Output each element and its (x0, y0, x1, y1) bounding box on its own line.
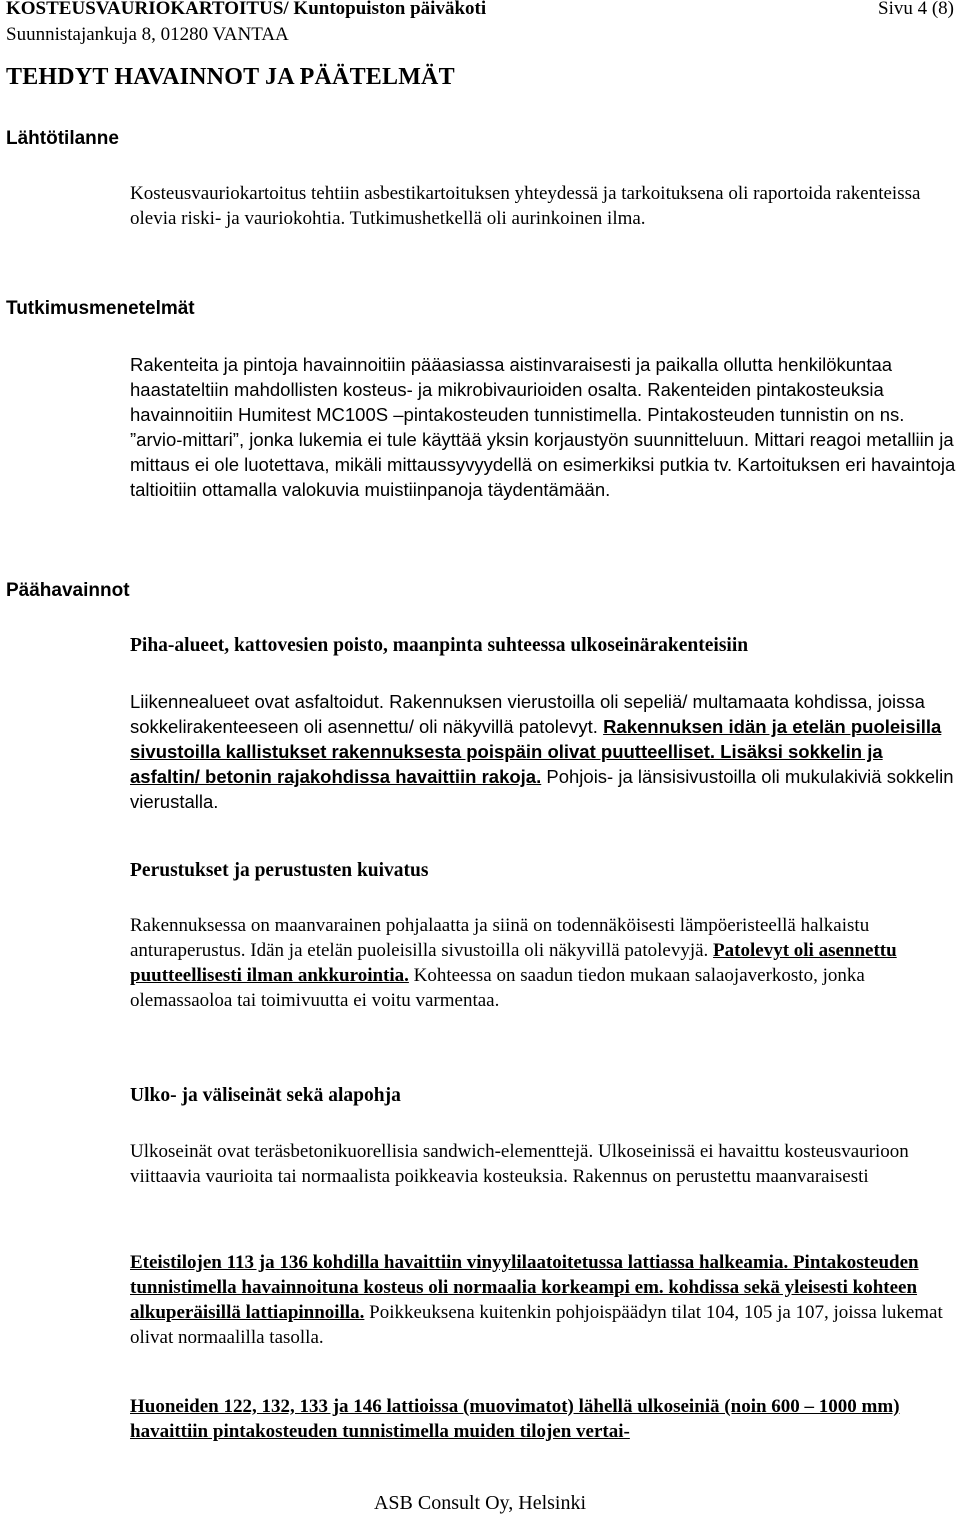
perustukset-text-1: Rakennuksessa on maanvarainen pohjalaatta ja siinä on todennäköisesti lämpöeristeellä halkaistu anturaperustus. Idän ja etelän puoleisilla sivustoilla oli näkyvillä patolevyjä. (130, 915, 870, 961)
section-heading-lahtotilanne: Lähtötilanne (6, 128, 119, 149)
ulkoseinat-underlined-finding-1: Eteistilojen 113 ja 136 kohdilla havaittiin vinyylilaatoitetussa lattiassa halkeamia. Pintakosteuden tunnistimella havainnoituna kosteus oli normaalia korkeampi em. kohdissa sekä yleisesti kohteen alkuperäisillä lattiapinnoilla. (130, 1252, 919, 1323)
piha-underlined-finding: Rakennuksen idän ja etelän puoleisilla sivustoilla kallistukset rakennuksesta poispäin olivat puutteelliset. Lisäksi sokkelin ja asfaltin/ betonin rajakohdissa havaittiin rakoja. (130, 716, 942, 787)
ulkoseinat-underlined-finding-2: Huoneiden 122, 132, 133 ja 146 lattioissa (muovimatot) lähellä ulkoseiniä (noin 600 – 1000 mm) havaittiin pintakosteuden tunnistimella muiden tilojen vertai- (130, 1396, 900, 1442)
section-heading-tutkimusmenetelmat: Tutkimusmenetelmät (6, 298, 195, 319)
ulkoseinat-text-2: Poikkeuksena kuitenkin pohjoispäädyn tilat 104, 105 ja 107, joissa lukemat olivat normaalilla tasolla. (130, 1302, 943, 1348)
ulkoseinat-paragraph-2 (130, 1250, 956, 1350)
lahtotilanne-paragraph: Kosteusvauriokartoitus tehtiin asbestikartoituksen yhteydessä ja tarkoituksena oli raportoida rakenteissa olevia riski- ja vauriokohtia. Tutkimushetkellä oli aurinkoinen ilma. (130, 183, 921, 229)
document-header-title: KOSTEUSVAURIOKARTOITUS/ Kuntopuiston päiväkoti (6, 0, 487, 19)
perustukset-text-2: Kohteessa on saadun tiedon mukaan salaojaverkosto, jonka olemassaoloa tai toimivuutta ei voitu varmentaa. (130, 965, 865, 1011)
document-header-address: Suunnistajankuja 8, 01280 VANTAA (6, 24, 289, 45)
subheading-perustukset: Perustukset ja perustusten kuivatus (130, 860, 429, 881)
perustukset-paragraph (130, 913, 956, 1013)
subheading-ulkoseinat: Ulko- ja väliseinät sekä alapohja (130, 1085, 401, 1106)
ulkoseinat-paragraph-1: Ulkoseinät ovat teräsbetonikuorellisia sandwich-elementtejä. Ulkoseinissä ei havaittu kosteusvaurioon viittaavia vaurioita tai normaalista poikkeavia kosteuksia. Rakennus on perustettu maanvaraisesti (130, 1141, 909, 1187)
piha-paragraph (130, 689, 956, 814)
tutkimusmenetelmat-paragraph: Rakenteita ja pintoja havainnoitiin pääasiassa aistinvaraisesti ja paikalla ollutta henkilökuntaa haastateltiin mahdollisten kosteus- ja mikrobivaurioiden osalta. Rakenteiden pintakosteuksia havainnoitiin Humitest MC100S –pintakosteuden tunnistimella. Pintakosteuden tunnistin on ns. ”arvio-mittari”, jonka lukemia ei tule käyttää yksin korjaustyön suunnitteluun. Mittari reagoi metalliin ja mittaus ei ole luotettava, mikäli mittaussyvyydellä on esimerkiksi putkia tv. Kartoituksen eri havaintoja taltioitiin ottamalla valokuvia muistiinpanoja täydentämään. (130, 354, 956, 500)
perustukset-underlined-finding: Patolevyt oli asennettu puutteellisesti ilman ankkurointia. (130, 940, 897, 986)
page-title: TEHDYT HAVAINNOT JA PÄÄTELMÄT (6, 64, 455, 90)
subheading-piha: Piha-alueet, kattovesien poisto, maanpinta suhteessa ulkoseinärakenteisiin (130, 635, 749, 656)
document-footer: ASB Consult Oy, Helsinki (373, 1492, 587, 1514)
page-number: Sivu 4 (8) (878, 0, 954, 19)
section-heading-paahavainnot: Päähavainnot (6, 580, 130, 601)
ulkoseinat-paragraph-3 (130, 1394, 956, 1444)
piha-text-2: Pohjois- ja länsisivustoilla oli mukulakiviä sokkelin vierustalla. (130, 766, 954, 812)
piha-text-1: Liikennealueet ovat asfaltoidut. Rakennuksen vierustoilla oli sepeliä/ multamaata kohdissa, joissa sokkelirakenteeseen oli asennettu/ oli näkyvillä patolevyt. (130, 691, 925, 737)
